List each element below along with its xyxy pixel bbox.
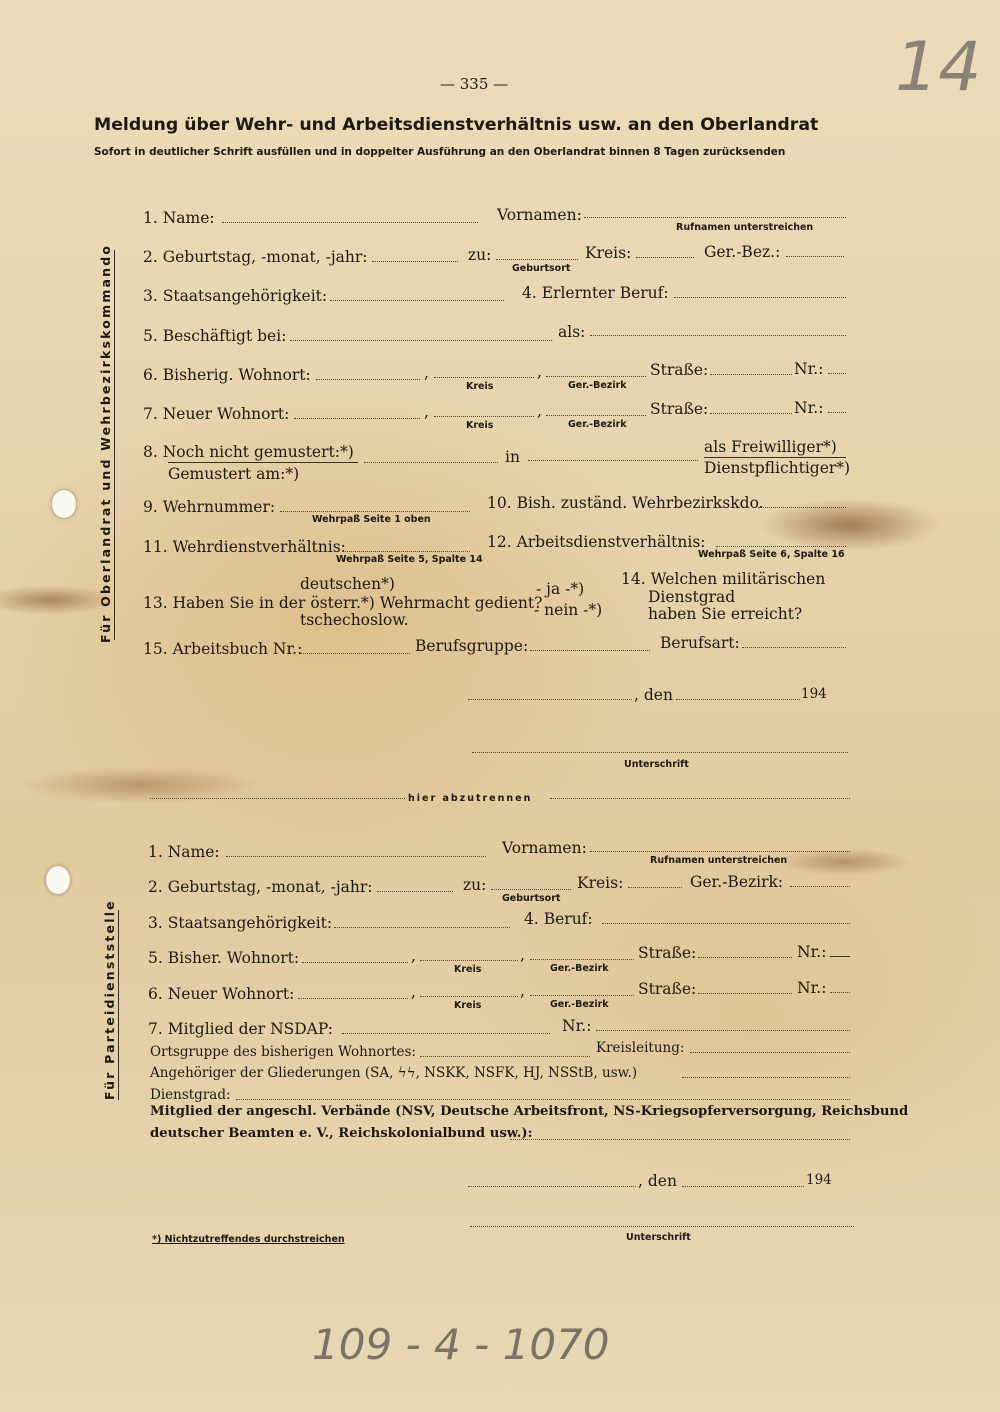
bottom-row5-gerbezirk-field[interactable] bbox=[530, 959, 634, 960]
footnote: *) Nichtzutreffendes durchstreichen bbox=[152, 1234, 345, 1245]
top-row7-comma-2: , bbox=[537, 402, 542, 420]
top-row8-rule bbox=[168, 462, 358, 463]
top-den-label: , den bbox=[634, 686, 673, 704]
bottom-row6-strasse-label: Straße: bbox=[638, 980, 697, 998]
bottom-row6-nr-field[interactable] bbox=[830, 992, 850, 993]
form-title: Meldung über Wehr- und Arbeitsdienstverhältnis usw. an den Oberlandrat bbox=[94, 115, 819, 135]
top-kreis-field[interactable] bbox=[636, 257, 694, 258]
bottom-kreisleitung-label: Kreisleitung: bbox=[596, 1040, 685, 1056]
bottom-gliederungen-field[interactable] bbox=[682, 1077, 850, 1078]
top-row6-nr-field[interactable] bbox=[828, 373, 846, 374]
top-row6-strasse-label: Straße: bbox=[650, 361, 709, 379]
top-deutschen-option[interactable]: deutschen*) bbox=[300, 575, 395, 593]
bottom-staatsang-label: 3. Staatsangehörigkeit: bbox=[148, 914, 333, 932]
top-beruf-field[interactable] bbox=[674, 297, 846, 298]
side-label-top: Für Oberlandrat und Wehrbezirkskommando bbox=[98, 243, 113, 643]
bottom-ortsgruppe-label: Ortsgruppe des bisherigen Wohnortes: bbox=[150, 1044, 416, 1060]
top-beruf-label: 4. Erlernter Beruf: bbox=[522, 284, 669, 302]
bottom-geburtstag-label: 2. Geburtstag, -monat, -jahr: bbox=[148, 878, 373, 896]
top-row7-kreis-note: Kreis bbox=[466, 420, 494, 431]
bottom-gerbezirk-field[interactable] bbox=[790, 886, 850, 887]
bottom-row6-gerbezirk-note: Ger.-Bezirk bbox=[550, 999, 609, 1010]
bottom-nsdap-nr-field[interactable] bbox=[596, 1030, 850, 1031]
top-row7-kreis-field[interactable] bbox=[434, 416, 534, 417]
top-berufsart-field[interactable] bbox=[742, 647, 846, 648]
bottom-row6-comma-1: , bbox=[411, 983, 416, 1001]
bottom-vornamen-field[interactable] bbox=[590, 851, 850, 852]
bottom-row5-strasse-label: Straße: bbox=[638, 944, 697, 962]
top-wehrdienst-field[interactable] bbox=[342, 551, 470, 552]
bottom-row6-gerbezirk-field[interactable] bbox=[530, 995, 634, 996]
top-nein-option[interactable]: - nein -*) bbox=[534, 601, 603, 619]
separator-dots-right bbox=[550, 798, 850, 799]
top-gemustert-field[interactable] bbox=[364, 462, 498, 463]
top-geburtstag-label: 2. Geburtstag, -monat, -jahr: bbox=[143, 248, 368, 266]
top-berufsgruppe-field[interactable] bbox=[530, 650, 650, 651]
top-row7-strasse-label: Straße: bbox=[650, 400, 709, 418]
top-dienstpflichtiger-label: Dienstpflichtiger*) bbox=[704, 459, 851, 477]
top-name-field[interactable] bbox=[222, 222, 478, 223]
top-freiwilliger-label: als Freiwilliger*) bbox=[704, 438, 837, 456]
top-row7-gerbezirk-note: Ger.-Bezirk bbox=[568, 419, 627, 430]
top-row7-nr-label: Nr.: bbox=[794, 399, 824, 417]
bottom-year: 194 bbox=[806, 1172, 832, 1188]
top-row7-comma-1: , bbox=[424, 403, 429, 421]
top-vornamen-field[interactable] bbox=[584, 217, 846, 218]
top-rufnamen-note: Rufnamen unterstreichen bbox=[676, 222, 814, 233]
bottom-gliederungen-label: Angehöriger der Gliederungen (SA, ϟϟ, NSKK, NSFK, HJ, NSStB, usw.) bbox=[150, 1065, 638, 1081]
bottom-beruf-field[interactable] bbox=[602, 923, 850, 924]
bottom-zu-label: zu: bbox=[463, 876, 487, 894]
top-name-label: 1. Name: bbox=[143, 209, 215, 227]
bottom-row5-strasse-field[interactable] bbox=[698, 957, 792, 958]
top-year: 194 bbox=[801, 686, 827, 702]
bottom-dienstgrad-label: Dienstgrad: bbox=[150, 1087, 231, 1103]
top-wehrnummer-field[interactable] bbox=[280, 511, 470, 512]
top-beschaeftigt-label: 5. Beschäftigt bei: bbox=[143, 327, 287, 345]
top-row7-gerbezirk-field[interactable] bbox=[546, 415, 646, 416]
bottom-place-field[interactable] bbox=[468, 1186, 636, 1187]
top-row6-gerbezirk-note: Ger.-Bezirk bbox=[568, 380, 627, 391]
top-kreis-label: Kreis: bbox=[585, 244, 632, 262]
top-als-label: als: bbox=[558, 323, 586, 341]
top-dienstgrad-q2: Dienstgrad bbox=[648, 588, 736, 606]
bottom-mitglied-field[interactable] bbox=[510, 1139, 850, 1140]
bottom-name-label: 1. Name: bbox=[148, 843, 220, 861]
bottom-mitglied-line1: Mitglied der angeschl. Verbände (NSV, Deutsche Arbeitsfront, NS-Kriegsopferversorgung, Reichsbund bbox=[150, 1104, 909, 1119]
top-gerbez-field[interactable] bbox=[786, 256, 844, 257]
top-row8-rule-right bbox=[704, 457, 846, 458]
top-arbeitsdienst-note: Wehrpaß Seite 6, Spalte 16 bbox=[698, 549, 845, 560]
form-subtitle: Sofort in deutlicher Schrift ausfüllen und in doppelter Ausführung an den Oberlandrat binnen 8 Tagen zurücksenden bbox=[94, 146, 786, 158]
bottom-geburtsort-field[interactable] bbox=[491, 889, 571, 890]
bottom-row5-gerbezirk-note: Ger.-Bezirk bbox=[550, 963, 609, 974]
top-tschechoslow-option[interactable]: tschechoslow. bbox=[300, 611, 409, 629]
top-row8-in-label: in bbox=[505, 448, 520, 466]
bottom-vornamen-label: Vornamen: bbox=[502, 839, 587, 857]
top-row8-in-field[interactable] bbox=[528, 460, 698, 461]
top-arbeitsbuch-field[interactable] bbox=[300, 653, 410, 654]
top-place-field[interactable] bbox=[468, 699, 632, 700]
top-beschaeftigt-field[interactable] bbox=[290, 340, 552, 341]
bottom-row5-nr-field[interactable] bbox=[830, 956, 850, 957]
bottom-row6-nr-label: Nr.: bbox=[797, 979, 827, 997]
top-als-field[interactable] bbox=[590, 335, 846, 336]
bottom-row6-kreis-note: Kreis bbox=[454, 1000, 482, 1011]
bottom-row6-kreis-field[interactable] bbox=[420, 996, 518, 997]
top-bisherig-wohnort-label: 6. Bisherig. Wohnort: bbox=[143, 366, 311, 384]
punch-hole-top bbox=[52, 490, 76, 518]
top-gemustert-am-label: Gemustert am:*) bbox=[168, 465, 300, 483]
top-dienstgrad-q3: haben Sie erreicht? bbox=[648, 605, 803, 623]
top-arbeitsdienst-label: 12. Arbeitsdienstverhältnis: bbox=[487, 533, 706, 551]
bottom-mitglied-line2: deutscher Beamten e. V., Reichskolonialbund usw.): bbox=[150, 1126, 533, 1141]
top-row6-comma-1: , bbox=[424, 364, 429, 382]
bottom-bisher-wohnort-label: 5. Bisher. Wohnort: bbox=[148, 949, 300, 967]
top-vornamen-label: Vornamen: bbox=[497, 206, 582, 224]
side-rule-bottom bbox=[118, 910, 119, 1100]
top-row6-gerbezirk-field[interactable] bbox=[546, 376, 646, 377]
side-rule-top bbox=[114, 250, 115, 640]
top-gerbez-label: Ger.-Bez.: bbox=[704, 243, 781, 261]
bottom-row5-kreis-note: Kreis bbox=[454, 964, 482, 975]
bottom-rufnamen-note: Rufnamen unterstreichen bbox=[650, 855, 788, 866]
top-wehrbezirkskdo-field[interactable] bbox=[758, 507, 846, 508]
bottom-row6-comma-2: , bbox=[520, 982, 525, 1000]
bottom-nsdap-nr-label: Nr.: bbox=[562, 1017, 592, 1035]
top-staatsang-label: 3. Staatsangehörigkeit: bbox=[143, 287, 328, 305]
top-row7-nr-field[interactable] bbox=[828, 412, 846, 413]
bottom-row5-comma-1: , bbox=[411, 947, 416, 965]
top-zu-label: zu: bbox=[468, 246, 492, 264]
top-row6-nr-label: Nr.: bbox=[794, 360, 824, 378]
bottom-unterschrift-label: Unterschrift bbox=[626, 1232, 691, 1243]
bottom-geburtstag-field[interactable] bbox=[377, 891, 453, 892]
top-arbeitsbuch-label: 15. Arbeitsbuch Nr.: bbox=[143, 640, 303, 658]
top-wehrnummer-label: 9. Wehrnummer: bbox=[143, 498, 276, 516]
top-row6-kreis-note: Kreis bbox=[466, 381, 494, 392]
bottom-row5-comma-2: , bbox=[520, 946, 525, 964]
bottom-neuer-wohnort-label: 6. Neuer Wohnort: bbox=[148, 985, 295, 1003]
punch-hole-bottom bbox=[46, 866, 70, 894]
bottom-row6-strasse-field[interactable] bbox=[698, 993, 792, 994]
top-wehrbezirkskdo-label: 10. Bish. zuständ. Wehrbezirkskdo. bbox=[487, 494, 764, 512]
corner-handwritten-note: 14 bbox=[895, 28, 982, 107]
bottom-gerbezirk-label: Ger.-Bezirk: bbox=[690, 873, 784, 891]
top-geburtsort-note: Geburtsort bbox=[512, 263, 571, 274]
top-row6-kreis-field[interactable] bbox=[434, 377, 534, 378]
bottom-neuer-wohnort-field[interactable] bbox=[298, 998, 408, 999]
top-bisherig-wohnort-field[interactable] bbox=[316, 379, 420, 380]
bottom-geburtsort-note: Geburtsort bbox=[502, 893, 561, 904]
bottom-nsdap-field[interactable] bbox=[342, 1033, 550, 1034]
top-berufsart-label: Berufsart: bbox=[660, 634, 740, 652]
top-wehrnummer-note: Wehrpaß Seite 1 oben bbox=[312, 514, 431, 525]
bottom-den-label: , den bbox=[638, 1172, 677, 1190]
top-wehrmacht-question: 13. Haben Sie in der österr.*) Wehrmacht gedient? bbox=[143, 594, 543, 612]
bottom-bisher-wohnort-field[interactable] bbox=[302, 962, 408, 963]
separator-label: hier abzutrennen bbox=[408, 793, 533, 804]
bottom-row5-nr-label: Nr.: bbox=[797, 943, 827, 961]
top-geburtstag-field[interactable] bbox=[372, 261, 458, 262]
separator-dots-left bbox=[150, 798, 405, 799]
top-row6-comma-2: , bbox=[537, 363, 542, 381]
bottom-nsdap-label: 7. Mitglied der NSDAP: bbox=[148, 1020, 333, 1038]
top-berufsgruppe-label: Berufsgruppe: bbox=[415, 637, 529, 655]
page-number: — 335 — bbox=[440, 75, 509, 93]
top-unterschrift-label: Unterschrift bbox=[624, 759, 689, 770]
bottom-dienstgrad-field[interactable] bbox=[236, 1099, 850, 1100]
bottom-row5-kreis-field[interactable] bbox=[420, 960, 518, 961]
top-neuer-wohnort-field[interactable] bbox=[294, 418, 420, 419]
top-row7-strasse-field[interactable] bbox=[710, 413, 792, 414]
top-signature-field[interactable] bbox=[472, 752, 848, 753]
top-dienstgrad-q1: 14. Welchen militärischen bbox=[621, 570, 826, 588]
bottom-kreis-field[interactable] bbox=[628, 887, 682, 888]
bottom-ortsgruppe-field[interactable] bbox=[420, 1056, 590, 1057]
top-arbeitsdienst-field[interactable] bbox=[716, 546, 846, 547]
top-wehrdienst-note: Wehrpaß Seite 5, Spalte 14 bbox=[336, 554, 483, 565]
bottom-beruf-label: 4. Beruf: bbox=[524, 910, 593, 928]
top-wehrdienst-label: 11. Wehrdienstverhältnis: bbox=[143, 538, 346, 556]
top-neuer-wohnort-label: 7. Neuer Wohnort: bbox=[143, 405, 290, 423]
top-geburtsort-field[interactable] bbox=[496, 259, 578, 260]
archive-number-handwritten: 109 - 4 - 1070 bbox=[312, 1320, 610, 1369]
bottom-kreisleitung-field[interactable] bbox=[690, 1052, 850, 1053]
top-staatsang-field[interactable] bbox=[330, 300, 504, 301]
top-date-field[interactable] bbox=[676, 699, 800, 700]
top-ja-option[interactable]: - ja -*) bbox=[536, 580, 585, 598]
bottom-kreis-label: Kreis: bbox=[577, 874, 624, 892]
bottom-signature-field[interactable] bbox=[470, 1226, 854, 1227]
top-row6-strasse-field[interactable] bbox=[710, 374, 792, 375]
top-nicht-gemustert-label: 8. Noch nicht gemustert:*) bbox=[143, 443, 354, 461]
bottom-name-field[interactable] bbox=[226, 856, 486, 857]
side-label-bottom: Für Parteidienststelle bbox=[102, 899, 117, 1100]
bottom-staatsang-field[interactable] bbox=[334, 927, 510, 928]
bottom-date-field[interactable] bbox=[682, 1186, 804, 1187]
